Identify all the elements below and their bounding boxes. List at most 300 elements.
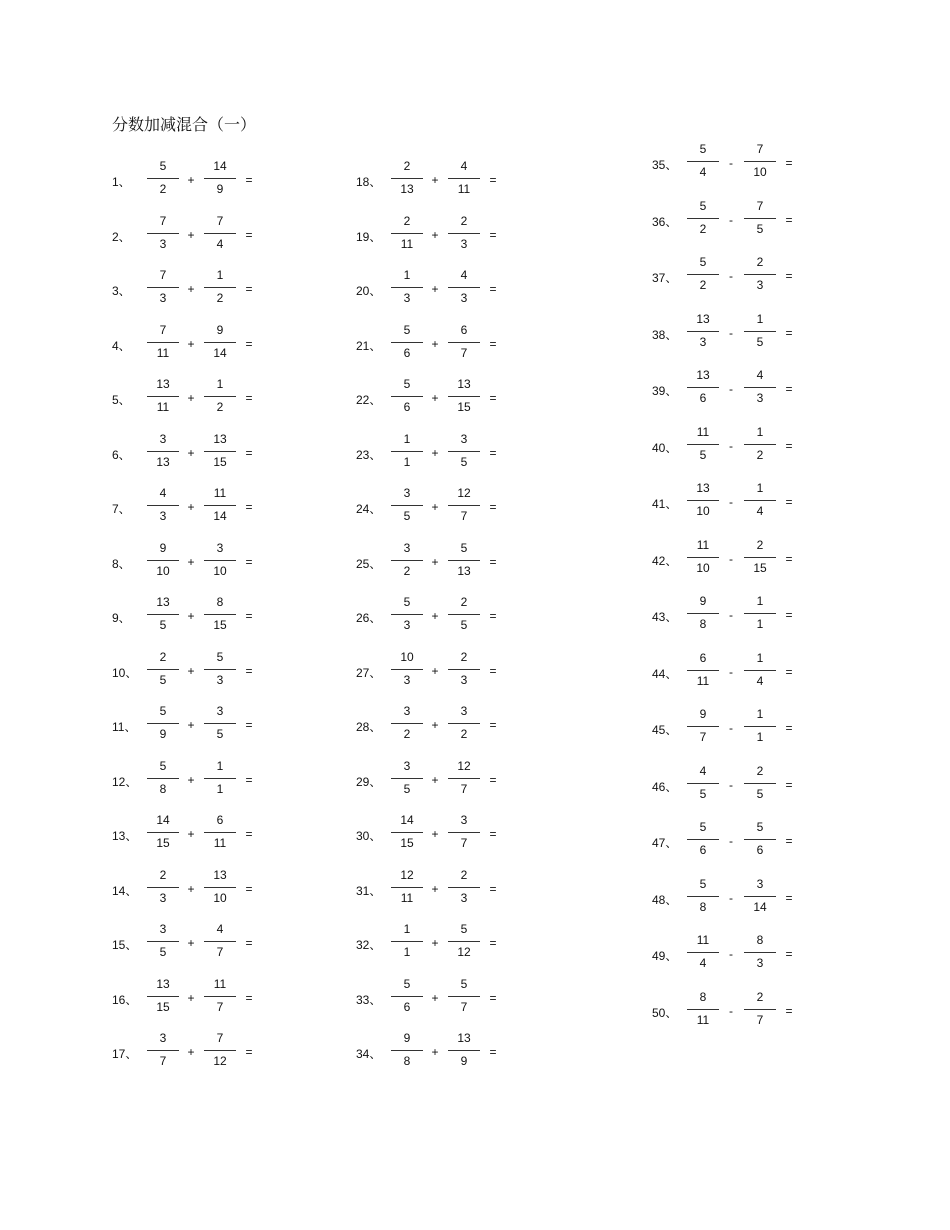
problem-number: 28、 (356, 720, 382, 734)
problem-item (356, 1029, 556, 1075)
problem-item (112, 539, 312, 585)
numerator: 2 (460, 867, 468, 882)
first-fraction (687, 423, 719, 469)
numerator: 8 (699, 989, 707, 1004)
first-fraction (391, 375, 423, 421)
equals-sign: = (785, 1003, 793, 1018)
operator-sign: - (729, 269, 733, 283)
denominator: 8 (699, 899, 707, 914)
second-fraction (744, 705, 776, 751)
denominator: 6 (699, 391, 707, 405)
equals-sign: = (245, 990, 253, 1005)
operator-sign: - (729, 947, 733, 961)
equals-sign: = (489, 936, 497, 950)
numerator: 13 (696, 481, 710, 495)
first-fraction (687, 310, 719, 356)
equals-sign: = (785, 382, 793, 396)
problem-item (112, 430, 312, 476)
numerator: 2 (756, 255, 764, 269)
second-fraction (204, 484, 236, 530)
numerator: 6 (460, 322, 468, 337)
fraction-bar (391, 505, 423, 506)
first-fraction (687, 197, 719, 243)
first-fraction (391, 430, 423, 476)
problem-number: 18、 (356, 175, 382, 189)
fraction-bar (448, 560, 480, 561)
equals-sign: = (245, 827, 253, 841)
problem-number: 50、 (652, 1005, 678, 1020)
second-fraction (448, 811, 480, 857)
numerator: 2 (403, 213, 411, 228)
problem-number: 11、 (112, 720, 137, 734)
operator-sign: + (431, 936, 439, 950)
numerator: 11 (696, 933, 710, 947)
operator-sign: + (431, 173, 439, 187)
operator-sign: - (729, 156, 733, 170)
denominator: 5 (403, 781, 411, 796)
denominator: 1 (756, 617, 764, 631)
fraction-bar (687, 896, 719, 897)
problem-item (356, 375, 556, 421)
equals-sign: = (489, 173, 497, 187)
first-fraction (391, 648, 423, 694)
denominator: 2 (216, 291, 224, 305)
equals-sign: = (489, 990, 497, 1005)
fraction-bar (744, 613, 776, 614)
fraction-bar (147, 941, 179, 942)
problem-number: 38、 (652, 327, 678, 342)
operator-sign: + (187, 173, 195, 187)
problem-item (652, 649, 852, 695)
fraction-bar (448, 669, 480, 670)
denominator: 4 (699, 956, 707, 970)
operator-sign: + (187, 881, 195, 896)
numerator: 2 (460, 649, 468, 664)
equals-sign: = (245, 609, 253, 623)
numerator: 6 (216, 813, 224, 827)
problem-item (652, 705, 852, 751)
denominator: 3 (159, 890, 167, 905)
fraction-bar (391, 1050, 423, 1051)
problem-item (356, 648, 556, 694)
denominator: 2 (403, 727, 411, 741)
operator-sign: - (729, 777, 733, 792)
denominator: 7 (460, 509, 468, 523)
numerator: 2 (756, 537, 764, 552)
equals-sign: = (785, 664, 793, 679)
denominator: 3 (699, 334, 707, 349)
problem-number: 25、 (356, 556, 382, 571)
denominator: 2 (699, 278, 707, 292)
problem-item (112, 811, 312, 857)
problem-item (652, 592, 852, 638)
problem-number: 10、 (112, 665, 138, 680)
denominator: 5 (159, 618, 167, 632)
denominator: 14 (753, 899, 767, 914)
fraction-bar (147, 505, 179, 506)
first-fraction (687, 479, 719, 525)
numerator: 10 (400, 649, 414, 664)
fraction-bar (448, 887, 480, 888)
numerator: 1 (756, 481, 764, 495)
denominator: 3 (756, 956, 764, 970)
numerator: 2 (756, 763, 764, 778)
numerator: 5 (460, 540, 468, 555)
second-fraction (744, 875, 776, 921)
problem-item (356, 321, 556, 367)
problem-item (112, 375, 312, 421)
equals-sign: = (785, 156, 793, 170)
second-fraction (448, 593, 480, 639)
operator-sign: - (729, 1003, 733, 1018)
first-fraction (147, 484, 179, 530)
problem-number: 34、 (356, 1047, 382, 1061)
equals-sign: = (785, 438, 793, 453)
problem-number: 9、 (112, 611, 131, 625)
numerator: 11 (213, 976, 227, 991)
operator-sign: + (187, 282, 195, 296)
fraction-bar (744, 161, 776, 162)
second-fraction (744, 762, 776, 808)
numerator: 5 (403, 322, 411, 337)
denominator: 10 (753, 165, 767, 179)
problem-number: 31、 (356, 883, 382, 898)
denominator: 15 (213, 618, 227, 632)
fraction-bar (744, 670, 776, 671)
numerator: 12 (400, 867, 414, 882)
denominator: 5 (699, 786, 707, 801)
numerator: 2 (159, 649, 167, 664)
second-fraction (204, 648, 236, 694)
problem-item (652, 536, 852, 582)
first-fraction (687, 705, 719, 751)
problem-number: 7、 (112, 502, 131, 516)
denominator: 3 (159, 236, 167, 251)
problem-item (112, 593, 312, 639)
numerator: 1 (756, 311, 764, 326)
operator-sign: - (729, 551, 733, 566)
numerator: 7 (216, 1031, 224, 1045)
numerator: 7 (756, 198, 764, 213)
second-fraction (448, 321, 480, 367)
operator-sign: + (431, 1045, 439, 1059)
numerator: 3 (460, 704, 468, 718)
denominator: 13 (457, 563, 471, 578)
fraction-bar (204, 778, 236, 779)
second-fraction (744, 649, 776, 695)
fraction-bar (448, 233, 480, 234)
fraction-bar (147, 996, 179, 997)
second-fraction (204, 1029, 236, 1075)
operator-sign: + (187, 391, 195, 405)
denominator: 6 (699, 843, 707, 857)
problem-item (652, 253, 852, 299)
numerator: 4 (460, 159, 468, 173)
numerator: 4 (756, 368, 764, 382)
equals-sign: = (785, 777, 793, 792)
numerator: 5 (403, 377, 411, 391)
denominator: 3 (403, 618, 411, 632)
numerator: 1 (403, 431, 411, 446)
numerator: 5 (159, 704, 167, 718)
operator-sign: + (431, 336, 439, 351)
equals-sign: = (785, 721, 793, 735)
numerator: 13 (457, 377, 471, 391)
numerator: 1 (756, 650, 764, 665)
numerator: 1 (756, 424, 764, 439)
numerator: 3 (403, 486, 411, 500)
fraction-bar (147, 832, 179, 833)
second-fraction (744, 423, 776, 469)
problem-item (356, 975, 556, 1021)
numerator: 4 (699, 763, 707, 778)
fraction-bar (687, 783, 719, 784)
numerator: 5 (699, 198, 707, 213)
equals-sign: = (245, 772, 253, 787)
first-fraction (391, 1029, 423, 1075)
equals-sign: = (245, 282, 253, 296)
problem-item (356, 430, 556, 476)
denominator: 15 (400, 836, 414, 850)
fraction-bar (204, 941, 236, 942)
problem-number: 36、 (652, 214, 678, 229)
operator-sign: - (729, 664, 733, 679)
numerator: 2 (403, 159, 411, 173)
problem-number: 45、 (652, 723, 678, 737)
second-fraction (204, 975, 236, 1021)
fraction-bar (204, 505, 236, 506)
fraction-bar (147, 451, 179, 452)
equals-sign: = (785, 495, 793, 509)
operator-sign: + (431, 609, 439, 623)
fraction-bar (391, 287, 423, 288)
operator-sign: + (187, 827, 195, 841)
problem-number: 23、 (356, 447, 382, 462)
equals-sign: = (489, 609, 497, 623)
fraction-bar (204, 832, 236, 833)
numerator: 1 (403, 268, 411, 282)
numerator: 14 (400, 813, 414, 827)
fraction-bar (391, 941, 423, 942)
denominator: 14 (213, 509, 227, 523)
fraction-bar (687, 670, 719, 671)
numerator: 5 (216, 649, 224, 664)
second-fraction (744, 310, 776, 356)
first-fraction (147, 702, 179, 748)
problem-item (652, 140, 852, 186)
first-fraction (687, 592, 719, 638)
fraction-bar (204, 178, 236, 179)
operator-sign: + (431, 391, 439, 405)
denominator: 7 (756, 1012, 764, 1027)
numerator: 2 (460, 213, 468, 228)
equals-sign: = (489, 282, 497, 296)
equals-sign: = (245, 336, 253, 351)
fraction-bar (744, 952, 776, 953)
fraction-bar (448, 1050, 480, 1051)
problem-number: 43、 (652, 610, 678, 624)
denominator: 11 (213, 836, 227, 850)
equals-sign: = (245, 663, 253, 678)
second-fraction (448, 430, 480, 476)
numerator: 13 (213, 431, 227, 446)
problem-number: 2、 (112, 229, 131, 244)
second-fraction (204, 866, 236, 912)
problem-item (652, 197, 852, 243)
second-fraction (204, 539, 236, 585)
problem-number: 1、 (112, 175, 131, 189)
problem-number: 42、 (652, 553, 678, 568)
numerator: 3 (460, 813, 468, 827)
fraction-bar (147, 233, 179, 234)
problem-item (112, 702, 312, 748)
second-fraction (448, 975, 480, 1021)
problem-number: 21、 (356, 338, 382, 353)
fraction-bar (204, 887, 236, 888)
problem-number: 17、 (112, 1047, 138, 1061)
fraction-bar (147, 1050, 179, 1051)
numerator: 4 (460, 268, 468, 282)
equals-sign: = (245, 554, 253, 569)
problem-item (652, 479, 852, 525)
operator-sign: + (187, 772, 195, 787)
second-fraction (744, 479, 776, 525)
problem-item (112, 212, 312, 258)
problem-number: 48、 (652, 892, 678, 907)
problem-item (112, 321, 312, 367)
numerator: 1 (756, 707, 764, 721)
first-fraction (687, 140, 719, 186)
problem-number: 3、 (112, 284, 131, 298)
denominator: 5 (460, 618, 468, 632)
fraction-bar (204, 233, 236, 234)
denominator: 5 (159, 945, 167, 959)
numerator: 7 (159, 213, 167, 228)
problem-number: 37、 (652, 271, 678, 285)
problem-number: 24、 (356, 502, 382, 516)
second-fraction (204, 157, 236, 203)
first-fraction (687, 818, 719, 864)
fraction-bar (687, 613, 719, 614)
problem-item (356, 811, 556, 857)
fraction-bar (744, 218, 776, 219)
second-fraction (204, 212, 236, 258)
denominator: 7 (460, 836, 468, 850)
fraction-bar (448, 941, 480, 942)
operator-sign: + (187, 500, 195, 514)
denominator: 4 (756, 673, 764, 688)
denominator: 5 (460, 454, 468, 469)
numerator: 5 (403, 595, 411, 609)
second-fraction (204, 375, 236, 421)
fraction-bar (687, 444, 719, 445)
fraction-bar (147, 396, 179, 397)
denominator: 3 (756, 391, 764, 405)
numerator: 4 (216, 922, 224, 936)
equals-sign: = (245, 500, 253, 514)
denominator: 3 (403, 672, 411, 687)
problem-number: 40、 (652, 440, 678, 455)
numerator: 13 (156, 976, 170, 991)
operator-sign: + (187, 336, 195, 351)
operator-sign: + (431, 827, 439, 841)
numerator: 8 (756, 933, 764, 947)
numerator: 5 (159, 758, 167, 773)
fraction-bar (448, 505, 480, 506)
denominator: 11 (457, 182, 471, 196)
numerator: 5 (699, 142, 707, 156)
denominator: 4 (216, 236, 224, 251)
equals-sign: = (785, 947, 793, 961)
fraction-bar (391, 996, 423, 997)
numerator: 3 (216, 540, 224, 555)
numerator: 7 (159, 322, 167, 337)
operator-sign: + (431, 445, 439, 460)
numerator: 13 (213, 867, 227, 882)
equals-sign: = (785, 269, 793, 283)
denominator: 7 (699, 730, 707, 744)
second-fraction (744, 536, 776, 582)
denominator: 3 (756, 278, 764, 292)
fraction-bar (448, 287, 480, 288)
numerator: 4 (159, 486, 167, 500)
denominator: 12 (457, 945, 471, 959)
fraction-bar (687, 331, 719, 332)
second-fraction (448, 266, 480, 312)
numerator: 3 (756, 876, 764, 891)
fraction-bar (687, 274, 719, 275)
fraction-bar (147, 342, 179, 343)
fraction-bar (147, 287, 179, 288)
second-fraction (448, 920, 480, 966)
denominator: 15 (457, 400, 471, 414)
problem-number: 6、 (112, 447, 131, 462)
numerator: 3 (216, 704, 224, 718)
equals-sign: = (245, 1045, 253, 1059)
second-fraction (744, 140, 776, 186)
fraction-bar (448, 451, 480, 452)
first-fraction (147, 539, 179, 585)
first-fraction (687, 253, 719, 299)
first-fraction (391, 757, 423, 803)
numerator: 3 (403, 758, 411, 773)
denominator: 7 (460, 345, 468, 360)
operator-sign: - (729, 890, 733, 905)
first-fraction (147, 593, 179, 639)
problem-item (356, 539, 556, 585)
fraction-bar (744, 274, 776, 275)
denominator: 3 (460, 672, 468, 687)
problem-number: 13、 (112, 829, 138, 843)
fraction-bar (687, 218, 719, 219)
equals-sign: = (245, 936, 253, 950)
problem-number: 32、 (356, 938, 382, 952)
first-fraction (147, 757, 179, 803)
denominator: 1 (403, 454, 411, 469)
numerator: 9 (699, 707, 707, 721)
problem-item (356, 266, 556, 312)
first-fraction (391, 593, 423, 639)
denominator: 2 (159, 182, 167, 196)
fraction-bar (687, 557, 719, 558)
denominator: 11 (156, 345, 170, 360)
denominator: 11 (696, 673, 710, 688)
operator-sign: + (187, 663, 195, 678)
equals-sign: = (785, 834, 793, 848)
problem-number: 14、 (112, 883, 138, 898)
operator-sign: - (729, 608, 733, 622)
numerator: 11 (696, 537, 710, 552)
